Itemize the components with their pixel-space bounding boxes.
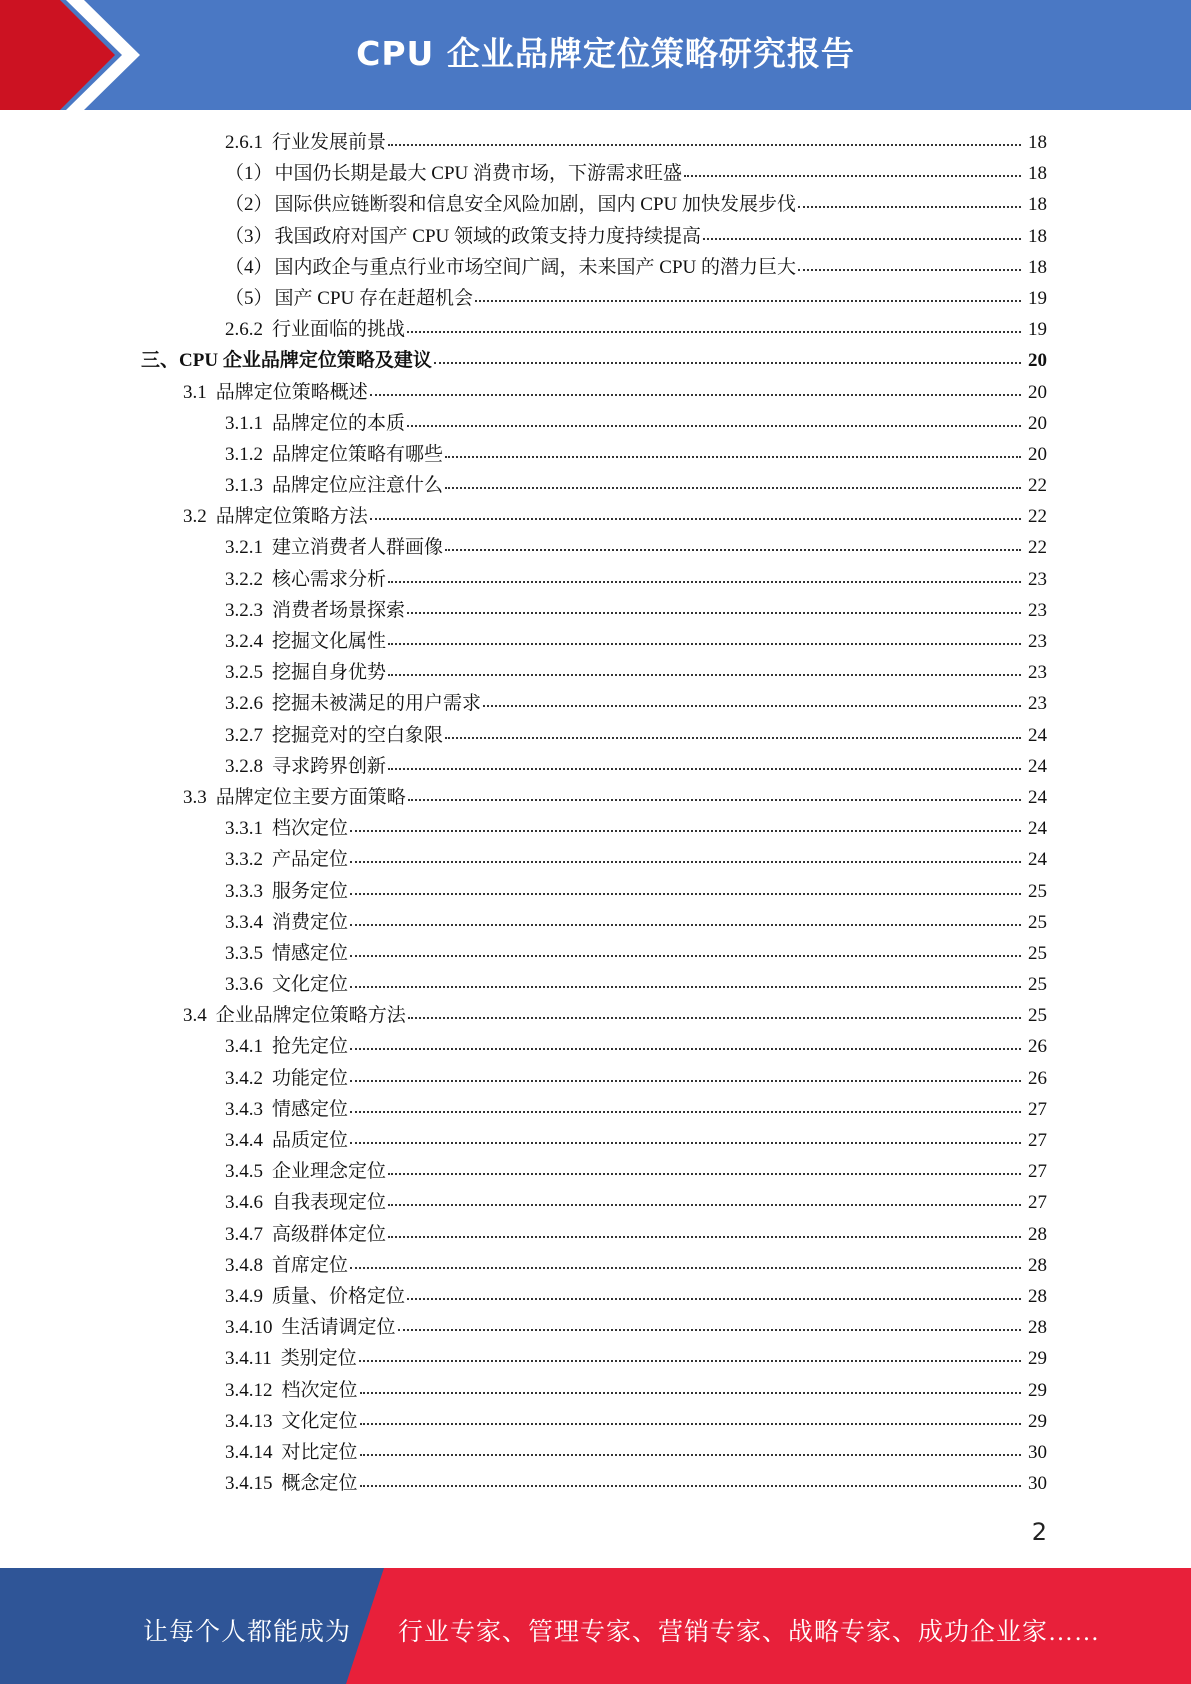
toc-entry-number: 3.4.11 [225, 1348, 272, 1370]
toc-entry-page: 22 [1028, 537, 1047, 559]
toc-entry-page: 28 [1028, 1223, 1047, 1245]
toc-entry-number: 3.4.7 [225, 1223, 263, 1245]
toc-entry-number: 3.1.2 [225, 443, 263, 465]
toc-entry[interactable] [0, 1000, 1191, 1031]
toc-entry-title: 对比定位 [281, 1441, 358, 1463]
toc-dot-leader [350, 954, 1021, 957]
toc-entry[interactable] [0, 1063, 1191, 1094]
toc-entry-page: 23 [1028, 693, 1047, 715]
toc-entry-page: 24 [1028, 724, 1047, 746]
toc-entry-number: 3.2.2 [225, 568, 263, 590]
toc-dot-leader [350, 860, 1021, 863]
toc-dot-leader [350, 1047, 1021, 1050]
toc-entry[interactable] [0, 501, 1191, 532]
toc-entry[interactable] [0, 345, 1191, 376]
toc-entry-number: 3.3.5 [225, 942, 263, 964]
toc-entry-title: 服务定位 [272, 880, 349, 902]
toc-entry-title: 首席定位 [272, 1254, 349, 1276]
toc-dot-leader [359, 1359, 1021, 1362]
toc-entry-page: 28 [1028, 1254, 1047, 1276]
toc-dot-leader [370, 393, 1021, 396]
toc-entry-page: 24 [1028, 849, 1047, 871]
toc-dot-leader [703, 237, 1021, 240]
toc-entry-number: 2.6.1 [225, 132, 263, 153]
toc-entry-title: 挖掘自身优势 [272, 662, 387, 684]
toc-entry-title: 品牌定位策略有哪些 [272, 443, 444, 465]
toc-entry-title: 国产 CPU 存在赶超机会 [274, 287, 473, 309]
toc-dot-leader [407, 424, 1021, 427]
toc-entry-page: 27 [1028, 1098, 1047, 1120]
toc-entry-page: 24 [1028, 818, 1047, 840]
toc-entry-title: 情感定位 [272, 942, 349, 964]
toc-dot-leader [445, 548, 1021, 551]
toc-entry-title: 高级群体定位 [272, 1223, 387, 1245]
toc-dot-leader [475, 299, 1021, 302]
toc-entry-number: 3.2.5 [225, 662, 263, 684]
toc-dot-leader [445, 736, 1021, 739]
toc-dot-leader [350, 1266, 1021, 1269]
toc-entry-page: 25 [1028, 880, 1047, 902]
toc-entry-title: 质量、价格定位 [272, 1285, 406, 1307]
toc-entry-page: 20 [1028, 412, 1047, 434]
toc-entry-page: 18 [1028, 194, 1047, 216]
toc-entry[interactable] [0, 876, 1191, 907]
toc-entry-page: 20 [1028, 381, 1047, 403]
toc-entry-title: 寻求跨界创新 [272, 755, 387, 777]
toc-entry-title: 档次定位 [281, 1379, 358, 1401]
toc-entry-number: 3.4.2 [225, 1067, 263, 1089]
toc-entry[interactable] [0, 1125, 1191, 1156]
toc-entry-title: 品牌定位主要方面策略 [215, 786, 406, 808]
toc-entry[interactable] [0, 1187, 1191, 1218]
toc-entry-title: 挖掘文化属性 [272, 631, 387, 652]
toc-entry-page: 20 [1028, 350, 1047, 372]
toc-entry-number: （3） [225, 225, 273, 247]
toc-entry-title: 核心需求分析 [272, 568, 387, 590]
toc-entry-page: 26 [1028, 1036, 1047, 1058]
toc-entry[interactable] [0, 907, 1191, 938]
toc-entry-page: 27 [1028, 1192, 1047, 1214]
toc-entry[interactable] [0, 657, 1191, 688]
toc-entry-number: 3.2.4 [225, 631, 263, 652]
toc-dot-leader [388, 143, 1021, 146]
toc-entry[interactable] [0, 408, 1191, 439]
toc-entry[interactable] [0, 688, 1191, 719]
toc-entry-title: 产品定位 [272, 849, 349, 871]
toc-dot-leader [407, 611, 1021, 614]
toc-dot-leader [350, 985, 1021, 988]
toc-entry-page: 19 [1028, 319, 1047, 341]
toc-entry-number: 3.2.1 [225, 537, 263, 559]
toc-entry[interactable] [0, 595, 1191, 626]
toc-entry[interactable] [0, 439, 1191, 470]
toc-entry[interactable] [0, 189, 1191, 220]
toc-entry-title: 国际供应链断裂和信息安全风险加剧，国内 CPU 加快发展步伐 [274, 194, 796, 216]
toc-entry[interactable] [0, 720, 1191, 751]
toc-entry-title: 自我表现定位 [272, 1192, 387, 1214]
toc-entry-page: 25 [1028, 974, 1047, 996]
toc-entry-title: 品牌定位策略概述 [215, 381, 368, 403]
toc-entry-title: 生活请调定位 [281, 1317, 396, 1339]
toc-entry-number: （4） [225, 256, 273, 278]
toc-entry[interactable] [0, 283, 1191, 314]
toc-entry[interactable] [0, 1406, 1191, 1437]
page-footer [0, 1568, 1191, 1684]
toc-dot-leader [483, 704, 1021, 707]
toc-entry-page: 29 [1028, 1379, 1047, 1401]
toc-entry-number: 3.2.6 [225, 693, 263, 715]
toc-dot-leader [408, 1016, 1021, 1019]
toc-entry-page: 26 [1028, 1067, 1047, 1089]
toc-entry-number: 3.4.4 [225, 1130, 263, 1151]
toc-dot-leader [445, 455, 1021, 458]
toc-entry[interactable] [0, 782, 1191, 813]
toc-entry-page: 18 [1028, 132, 1047, 153]
toc-entry-number: （5） [225, 287, 273, 309]
toc-entry-number: 3.1.1 [225, 412, 263, 434]
toc-entry[interactable] [0, 532, 1191, 563]
toc-entry[interactable] [0, 969, 1191, 1000]
toc-entry[interactable] [0, 1094, 1191, 1125]
toc-entry-title: 建立消费者人群画像 [272, 537, 444, 559]
toc-entry-number: 3.2.7 [225, 724, 263, 746]
toc-dot-leader [798, 205, 1021, 208]
page-header [0, 0, 1191, 110]
toc-dot-leader [388, 767, 1021, 770]
toc-entry[interactable] [0, 1468, 1191, 1499]
toc-entry-number: 3.2.8 [225, 755, 263, 777]
toc-entry-title: 品牌定位应注意什么 [272, 475, 444, 497]
toc-entry-page: 19 [1028, 287, 1047, 309]
toc-dot-leader [407, 330, 1021, 333]
toc-entry-title: 文化定位 [272, 974, 349, 996]
toc-entry-number: 3.4.14 [225, 1441, 273, 1463]
toc-entry-number: 3.4.8 [225, 1254, 263, 1276]
toc-entry-number: 3.2 [183, 506, 207, 528]
toc-dot-leader [388, 1172, 1021, 1175]
toc-dot-leader [798, 268, 1021, 271]
toc-entry-number: 3.4.5 [225, 1161, 263, 1183]
toc-entry-number: 3.4.1 [225, 1036, 263, 1058]
toc-entry-page: 24 [1028, 786, 1047, 808]
toc-entry-page: 23 [1028, 599, 1047, 621]
toc-dot-leader [350, 923, 1021, 926]
toc-dot-leader [360, 1453, 1021, 1456]
toc-dot-leader [388, 1203, 1021, 1206]
toc-entry-title: 情感定位 [272, 1098, 349, 1120]
toc-entry[interactable] [0, 751, 1191, 782]
toc-entry-number: 3.3.1 [225, 818, 263, 840]
toc-dot-leader [408, 798, 1021, 801]
toc-dot-leader [350, 829, 1021, 832]
toc-dot-leader [360, 1422, 1021, 1425]
toc-dot-leader [684, 174, 1021, 177]
toc-entry-page: 24 [1028, 755, 1047, 777]
toc-entry-number: 3.3 [183, 786, 207, 808]
toc-entry-title: 品质定位 [272, 1130, 349, 1151]
toc-entry-number: 3.4.9 [225, 1285, 263, 1307]
toc-entry[interactable] [0, 1312, 1191, 1343]
toc-entry-number: 3.3.2 [225, 849, 263, 871]
toc-entry-title: 行业发展前景 [272, 132, 387, 153]
toc-entry[interactable] [0, 127, 1191, 158]
toc-entry[interactable] [0, 938, 1191, 969]
toc-entry-number: 3.2.3 [225, 599, 263, 621]
toc-entry-title: 企业品牌定位策略方法 [215, 1005, 406, 1027]
page-number: 2 [1031, 1518, 1047, 1546]
toc-entry-title: 行业面临的挑战 [272, 319, 406, 341]
toc-entry[interactable] [0, 1437, 1191, 1468]
toc-entry[interactable] [0, 314, 1191, 345]
toc-entry-page: 22 [1028, 506, 1047, 528]
toc-entry-number: 3.4 [183, 1005, 207, 1027]
toc-entry[interactable] [0, 1375, 1191, 1406]
toc-entry-page: 30 [1028, 1441, 1047, 1463]
toc-entry-page: 20 [1028, 443, 1047, 465]
toc-dot-leader [388, 642, 1021, 645]
toc-entry[interactable] [0, 1219, 1191, 1250]
toc-entry-number: 3.1 [183, 381, 207, 403]
toc-entry[interactable] [0, 844, 1191, 875]
toc-entry[interactable] [0, 564, 1191, 595]
toc-entry-page: 29 [1028, 1348, 1047, 1370]
toc-entry[interactable] [0, 626, 1191, 657]
toc-entry-page: 23 [1028, 662, 1047, 684]
toc-entry-title: 挖掘竞对的空白象限 [272, 724, 444, 746]
toc-entry-number: 3.1.3 [225, 475, 263, 497]
toc-entry-number: 3.4.15 [225, 1473, 273, 1495]
toc-dot-leader [350, 1141, 1021, 1144]
toc-dot-leader [350, 1110, 1021, 1113]
toc-entry[interactable] [0, 1250, 1191, 1281]
toc-entry-number: （1） [225, 163, 273, 185]
toc-entry-title: 企业理念定位 [272, 1161, 387, 1183]
toc-dot-leader [434, 361, 1021, 364]
toc-entry-number: 2.6.2 [225, 319, 263, 341]
toc-entry-number: 3.3.4 [225, 911, 263, 933]
table-of-contents [0, 127, 1191, 1499]
toc-entry-number: 3.4.3 [225, 1098, 263, 1120]
toc-entry-number: 三、 [141, 350, 180, 372]
toc-entry[interactable] [0, 1031, 1191, 1062]
toc-entry-title: 消费者场景探索 [272, 599, 406, 621]
toc-entry-page: 25 [1028, 942, 1047, 964]
toc-dot-leader [388, 1235, 1021, 1238]
toc-entry[interactable] [0, 377, 1191, 408]
toc-dot-leader [350, 1079, 1021, 1082]
toc-entry-title: 我国政府对国产 CPU 领域的政策支持力度持续提高 [274, 225, 701, 247]
toc-dot-leader [388, 580, 1021, 583]
toc-entry-number: 3.4.6 [225, 1192, 263, 1214]
toc-entry-title: 品牌定位策略方法 [215, 506, 368, 528]
toc-dot-leader [370, 517, 1021, 520]
toc-entry[interactable] [0, 1281, 1191, 1312]
toc-entry[interactable] [0, 158, 1191, 189]
toc-entry[interactable] [0, 470, 1191, 501]
toc-entry-number: （2） [225, 194, 273, 216]
toc-entry-title: 挖掘未被满足的用户需求 [272, 693, 482, 715]
toc-dot-leader [398, 1328, 1021, 1331]
toc-entry-title: 类别定位 [280, 1348, 357, 1370]
toc-dot-leader [445, 486, 1021, 489]
toc-entry-page: 25 [1028, 1005, 1047, 1027]
toc-entry-number: 3.4.13 [225, 1410, 273, 1432]
toc-entry-title: 抢先定位 [272, 1036, 349, 1058]
toc-entry-title: 功能定位 [272, 1067, 349, 1089]
toc-dot-leader [350, 892, 1021, 895]
toc-entry-title: 中国仍长期是最大 CPU 消费市场，下游需求旺盛 [274, 163, 682, 185]
toc-entry-title: 文化定位 [281, 1410, 358, 1432]
footer-slogan-left: 让每个人都能成为 [143, 1619, 352, 1646]
toc-entry[interactable] [0, 1156, 1191, 1187]
toc-entry-page: 28 [1028, 1285, 1047, 1307]
header-title: CPU 企业品牌定位策略研究报告 [356, 34, 855, 73]
toc-entry-number: 3.4.10 [225, 1317, 273, 1339]
toc-entry-number: 3.3.3 [225, 880, 263, 902]
toc-entry-title: CPU 企业品牌定位策略及建议 [179, 350, 432, 372]
footer-slogan-right: 行业专家、管理专家、营销专家、战略专家、成功企业家…… [398, 1619, 1101, 1646]
toc-entry-title: 国内政企与重点行业市场空间广阔，未来国产 CPU 的潜力巨大 [274, 256, 796, 278]
toc-entry-page: 18 [1028, 163, 1047, 185]
toc-dot-leader [388, 673, 1021, 676]
toc-entry-page: 25 [1028, 911, 1047, 933]
toc-entry-number: 3.4.12 [225, 1379, 273, 1401]
toc-entry-page: 29 [1028, 1410, 1047, 1432]
toc-entry-page: 28 [1028, 1317, 1047, 1339]
toc-dot-leader [360, 1484, 1021, 1487]
toc-entry-page: 23 [1028, 631, 1047, 652]
toc-entry-page: 30 [1028, 1473, 1047, 1495]
toc-entry-number: 3.3.6 [225, 974, 263, 996]
toc-entry-page: 18 [1028, 225, 1047, 247]
toc-entry-page: 22 [1028, 475, 1047, 497]
toc-entry[interactable] [0, 1343, 1191, 1374]
toc-entry-page: 27 [1028, 1130, 1047, 1151]
toc-entry-title: 品牌定位的本质 [272, 412, 406, 434]
toc-entry-title: 档次定位 [272, 818, 349, 840]
toc-entry[interactable] [0, 221, 1191, 252]
toc-entry-title: 概念定位 [281, 1473, 358, 1495]
toc-entry[interactable] [0, 813, 1191, 844]
toc-entry[interactable] [0, 252, 1191, 283]
toc-dot-leader [360, 1391, 1021, 1394]
toc-entry-page: 18 [1028, 256, 1047, 278]
toc-entry-page: 23 [1028, 568, 1047, 590]
toc-entry-page: 27 [1028, 1161, 1047, 1183]
toc-entry-title: 消费定位 [272, 911, 349, 933]
toc-dot-leader [407, 1297, 1021, 1300]
